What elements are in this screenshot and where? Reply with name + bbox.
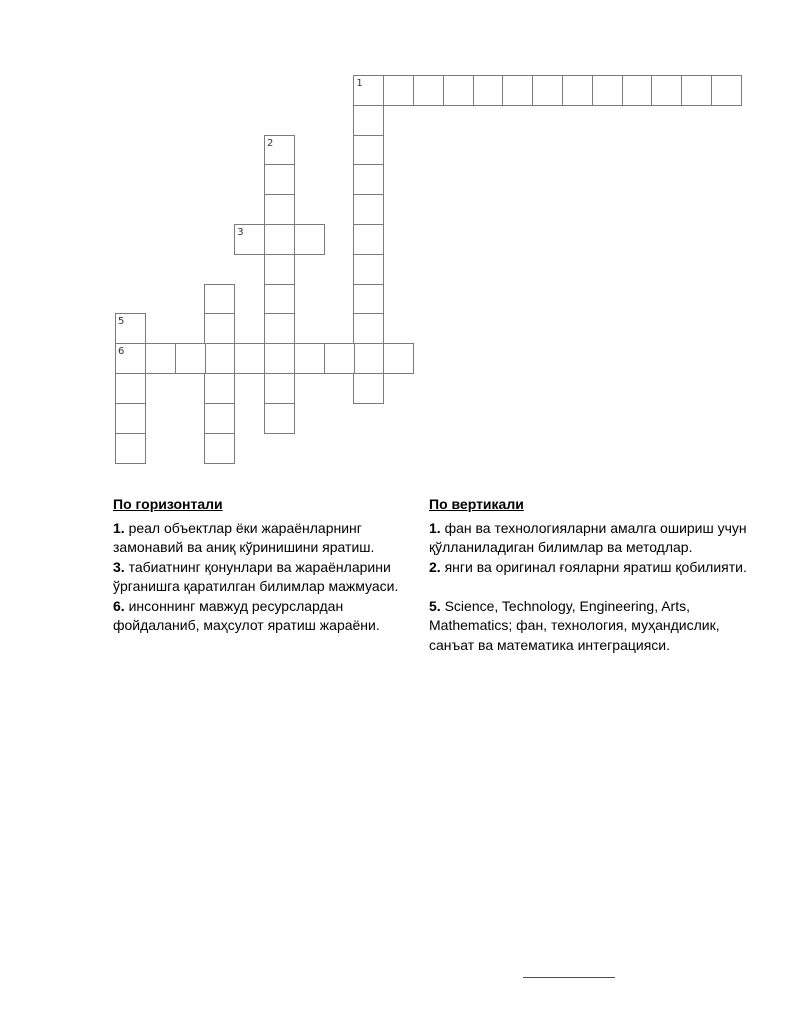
crossword-cell[interactable] <box>324 343 355 374</box>
clue-number: 5. <box>429 597 441 614</box>
crossword-cell[interactable] <box>473 75 504 106</box>
crossword-cell[interactable] <box>562 75 593 106</box>
crossword-cell[interactable] <box>115 313 146 344</box>
crossword-cell[interactable] <box>353 105 384 136</box>
cell-number: 6 <box>118 346 125 358</box>
crossword-cell[interactable] <box>353 284 384 315</box>
down-clue-2 <box>429 558 749 578</box>
crossword-cell[interactable] <box>204 403 235 434</box>
crossword-cell[interactable] <box>353 254 384 285</box>
cell-number: 3 <box>237 227 244 238</box>
clue-text: реал объектлар ёки жараёнларнинг замонавий ва аниқ кўринишини яратиш. <box>113 519 375 555</box>
down-clue-5 <box>429 597 749 656</box>
crossword-cell[interactable] <box>353 164 384 195</box>
spacer <box>429 577 749 597</box>
down-clues <box>429 495 749 655</box>
crossword-cell[interactable] <box>234 224 265 255</box>
crossword-cell[interactable] <box>443 75 474 106</box>
crossword-cell[interactable] <box>115 373 146 404</box>
crossword-cell[interactable] <box>383 343 414 374</box>
crossword-cell[interactable] <box>145 343 176 374</box>
cell-number: 1 <box>356 78 363 89</box>
down-clue-1 <box>429 519 749 558</box>
crossword-cell[interactable] <box>353 224 384 255</box>
clue-number: 3. <box>113 558 125 575</box>
crossword-cell[interactable] <box>264 313 295 344</box>
clue-text: табиатнинг қонунлари ва жараёнларини ўрганишга қаратилган билимлар мажмуаси. <box>113 558 399 594</box>
crossword-cell[interactable] <box>353 343 384 374</box>
clue-number: 6. <box>113 597 125 614</box>
crossword-cell[interactable] <box>204 433 235 464</box>
clue-number: 2. <box>429 558 441 575</box>
clue-text: Science, Technology, Engineering, Arts, Mathematics; фан, технология, муҳандислик, санъат ва математика интеграцияси. <box>429 597 720 653</box>
crossword-cell[interactable] <box>115 343 146 374</box>
crossword-cell[interactable] <box>204 284 235 315</box>
across-clue-3 <box>113 558 403 597</box>
crossword-cell[interactable] <box>204 313 235 344</box>
across-clues <box>113 495 403 636</box>
crossword-cell[interactable] <box>264 194 295 225</box>
crossword-cell[interactable] <box>532 75 563 106</box>
clue-text: инсоннинг мавжуд ресурслардан фойдаланиб, маҳсулот яратиш жараёни. <box>113 597 380 633</box>
crossword-cell[interactable] <box>294 224 325 255</box>
crossword-cell[interactable] <box>383 75 414 106</box>
crossword-cell[interactable] <box>711 75 742 106</box>
crossword-cell[interactable] <box>264 403 295 434</box>
crossword-cell[interactable] <box>264 164 295 195</box>
crossword-cell[interactable] <box>204 373 235 404</box>
across-clue-1 <box>113 519 403 558</box>
clue-text: фан ва технологияларни амалга ошириш учун қўлланиладиган билимлар ва методлар. <box>429 519 747 555</box>
crossword-cell[interactable] <box>353 75 384 106</box>
crossword-cell[interactable] <box>175 343 206 374</box>
crossword-cell[interactable] <box>622 75 653 106</box>
crossword-cell[interactable] <box>115 433 146 464</box>
crossword-cell[interactable] <box>353 373 384 404</box>
crossword-cell[interactable] <box>353 313 384 344</box>
crossword-cell[interactable] <box>264 284 295 315</box>
cell-number: 5 <box>118 316 125 328</box>
crossword-cell[interactable] <box>264 373 295 404</box>
cell-number: 2 <box>267 137 274 149</box>
crossword-cell[interactable] <box>264 224 295 255</box>
crossword-cell[interactable] <box>413 75 444 106</box>
crossword-cell[interactable] <box>204 343 235 374</box>
clue-number: 1. <box>113 519 125 536</box>
across-heading: По горизонтали <box>113 496 223 512</box>
clue-text: янги ва оригинал ғояларни яратиш қобилияти. <box>444 558 747 575</box>
across-clue-6 <box>113 597 403 636</box>
crossword-cell[interactable] <box>353 194 384 225</box>
crossword-cell[interactable] <box>353 135 384 166</box>
crossword-cell[interactable] <box>264 343 295 374</box>
crossword-cell[interactable] <box>115 403 146 434</box>
footer-link-line[interactable] <box>523 977 615 978</box>
down-heading: По вертикали <box>429 496 524 512</box>
crossword-cell[interactable] <box>234 343 265 374</box>
crossword-grid <box>0 0 800 480</box>
crossword-cell[interactable] <box>264 254 295 285</box>
crossword-cell[interactable] <box>502 75 533 106</box>
crossword-cell[interactable] <box>592 75 623 106</box>
crossword-cell[interactable] <box>681 75 712 106</box>
crossword-cell[interactable] <box>651 75 682 106</box>
crossword-cell[interactable] <box>264 135 295 166</box>
crossword-cell[interactable] <box>294 343 325 374</box>
clue-number: 1. <box>429 519 441 536</box>
